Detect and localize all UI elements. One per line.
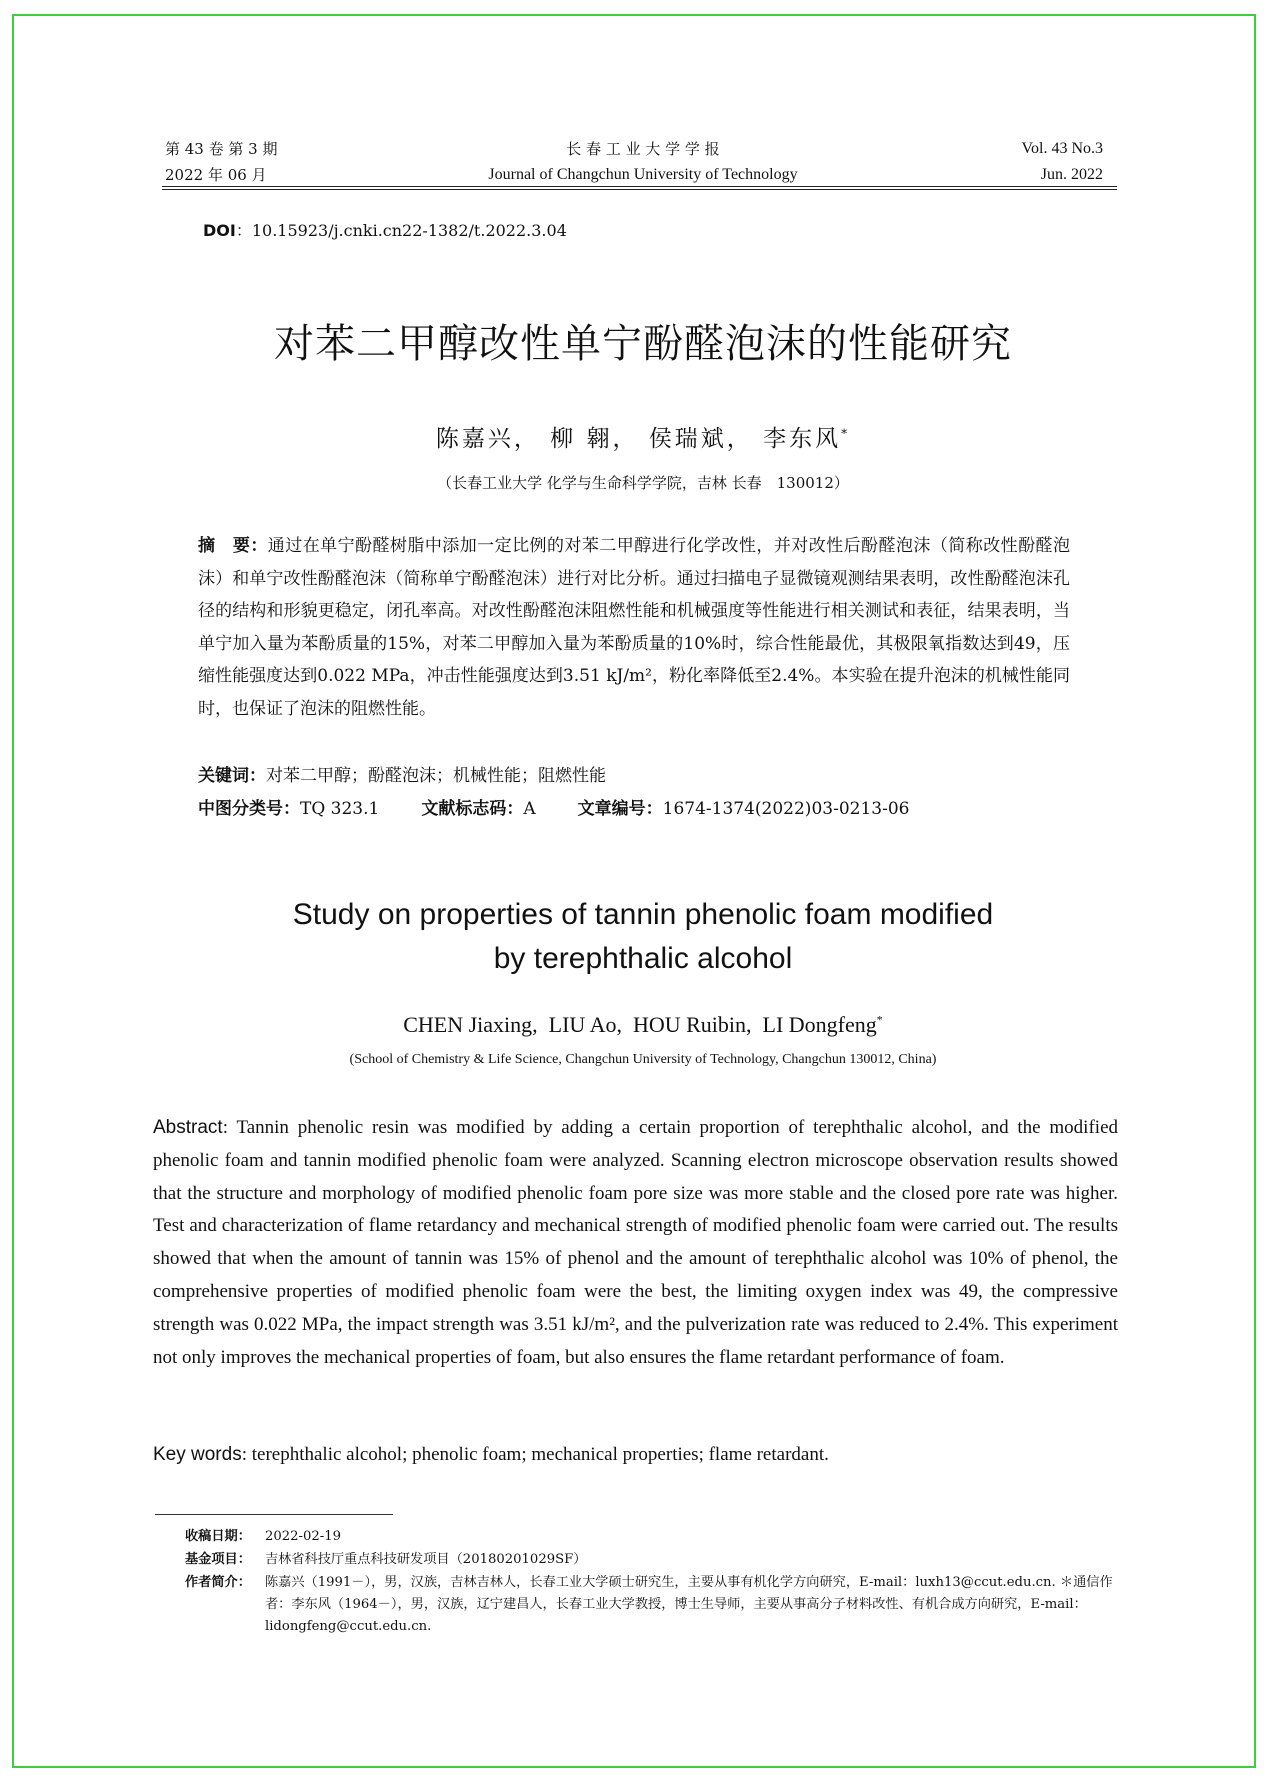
page-border xyxy=(12,14,1256,1768)
keywords-cn xyxy=(198,761,1070,791)
authors-en xyxy=(0,1012,1286,1038)
clc-value: TQ 323.1 xyxy=(300,799,380,819)
header-volume-en: Vol. 43 No.3 xyxy=(1021,140,1103,157)
doi-value: ：10.15923/j.cnki.cn22-1382/t.2022.3.04 xyxy=(235,221,567,240)
keywords-cn-label: 关键词： xyxy=(198,766,266,786)
header-date-cn: 2022 年 06 月 xyxy=(165,166,267,184)
corresponding-mark-en: * xyxy=(876,1012,883,1027)
title-en-line2: by terephthalic alcohol xyxy=(493,942,793,975)
authors-cn xyxy=(0,420,1286,453)
classification-cn xyxy=(198,794,1078,824)
header-date-en: Jun. 2022 xyxy=(1040,166,1103,183)
keywords-en-label: Key words xyxy=(153,1444,242,1465)
footnote-rule xyxy=(155,1514,393,1515)
abstract-cn xyxy=(198,530,1070,725)
author-value: 陈嘉兴（1991－），男，汉族，吉林吉林人，长春工业大学硕士研究生，主要从事有机化学方向研究，E-mail：luxh13@ccut.edu.cn. ＊通信作者：李东风（1964－），男，汉族，辽宁建昌人，长春工业大学教授，博士生导师，主要从事高分子材料改性、有机合成方向研究，E-mail：lidongfeng@ccut.edu.cn. xyxy=(265,1575,1113,1634)
header-journal-en: Journal of Changchun University of Technology xyxy=(488,166,798,183)
header-rule xyxy=(162,186,1117,187)
header-journal-cn: 长 春 工 业 大 学 学 报 xyxy=(566,140,720,158)
abstract-cn-label: 摘 要： xyxy=(198,536,268,556)
author-label: 作者简介： xyxy=(185,1575,251,1590)
fund-label: 基金项目： xyxy=(185,1552,251,1567)
authors-en-names: CHEN Jiaxing, LIU Ao, HOU Ruibin, LI Dongfeng xyxy=(403,1012,877,1037)
header-volume-cn: 第 43 卷 第 3 期 xyxy=(165,140,278,158)
doc-code-value: A xyxy=(523,799,536,819)
received-label: 收稿日期： xyxy=(185,1529,251,1544)
received-value: 2022-02-19 xyxy=(265,1529,342,1544)
affiliation-cn: （长春工业大学 化学与生命科学学院，吉林 长春 130012） xyxy=(437,474,849,492)
keywords-en xyxy=(153,1440,1118,1470)
affiliation-en: (School of Chemistry & Life Science, Changchun University of Technology, Changchun 130012, China) xyxy=(349,1052,937,1067)
header-rule xyxy=(162,189,1117,190)
clc-label: 中图分类号： xyxy=(198,799,300,819)
fund-value: 吉林省科技厅重点科技研发项目（20180201029SF） xyxy=(265,1552,587,1567)
doi-label: DOI xyxy=(203,221,236,240)
article-no-value: 1674-1374(2022)03-0213-06 xyxy=(662,799,910,819)
abstract-en xyxy=(153,1112,1118,1374)
authors-cn-names: 陈嘉兴， 柳 翱， 侯瑞斌， 李东风 xyxy=(435,426,842,452)
doi-line xyxy=(203,218,567,241)
article-no-label: 文章编号： xyxy=(577,799,663,819)
header-right xyxy=(1022,136,1104,188)
title-en xyxy=(0,893,1286,981)
keywords-cn-text: 对苯二甲醇；酚醛泡沫；机械性能；阻燃性能 xyxy=(266,766,606,786)
keywords-en-text: : terephthalic alcohol; phenolic foam; mechanical properties; flame retardant. xyxy=(241,1444,829,1465)
doc-code-label: 文献标志码： xyxy=(421,799,524,819)
title-en-line1: Study on properties of tannin phenolic foam modified xyxy=(292,898,994,931)
abstract-en-text: : Tannin phenolic resin was modified by adding a certain proportion of terephthalic alcohol, and the modified phenolic foam and tannin modified phenolic foam were analyzed. Scanning electron microscope observation results showed that the structure and morphology of modified phenolic foam pore size was more stable and the closed pore rate was higher. Test and characterization of flame retardancy and mechanical strength of modified phenolic foam were carried out. The results showed that when the amount of tannin was 15% of phenol and the amount of terephthalic alcohol was 10% of phenol, the comprehensive properties of modified phenolic foam were the best, the limiting oxygen index was 49, the compressive strength was 0.022 MPa, the impact strength was 3.51 kJ/m², and the pulverization rate was reduced to 2.4%. This experiment not only improves the mechanical properties of foam, but also ensures the flame retardant performance of foam. xyxy=(153,1117,1118,1368)
corresponding-mark: * xyxy=(841,426,851,441)
abstract-en-label: Abstract xyxy=(153,1117,223,1138)
title-cn: 对苯二甲醇改性单宁酚醛泡沫的性能研究 xyxy=(274,321,1012,367)
abstract-cn-text: 通过在单宁酚醛树脂中添加一定比例的对苯二甲醇进行化学改性，并对改性后酚醛泡沫（简称改性酚醛泡沫）和单宁改性酚醛泡沫（简称单宁酚醛泡沫）进行对比分析。通过扫描电子显微镜观测结果表明，改性酚醛泡沫孔径的结构和形貌更稳定，闭孔率高。对改性酚醛泡沫阻燃性能和机械强度等性能进行相关测试和表征，结果表明，当单宁加入量为苯酚质量的15%，对苯二甲醇加入量为苯酚质量的10%时，综合性能最优，其极限氧指数达到49，压缩性能强度达到0.022 MPa，冲击性能强度达到3.51 kJ/m²，粉化率降低至2.4%。本实验在提升泡沫的机械性能同时，也保证了泡沫的阻燃性能。 xyxy=(198,536,1070,719)
